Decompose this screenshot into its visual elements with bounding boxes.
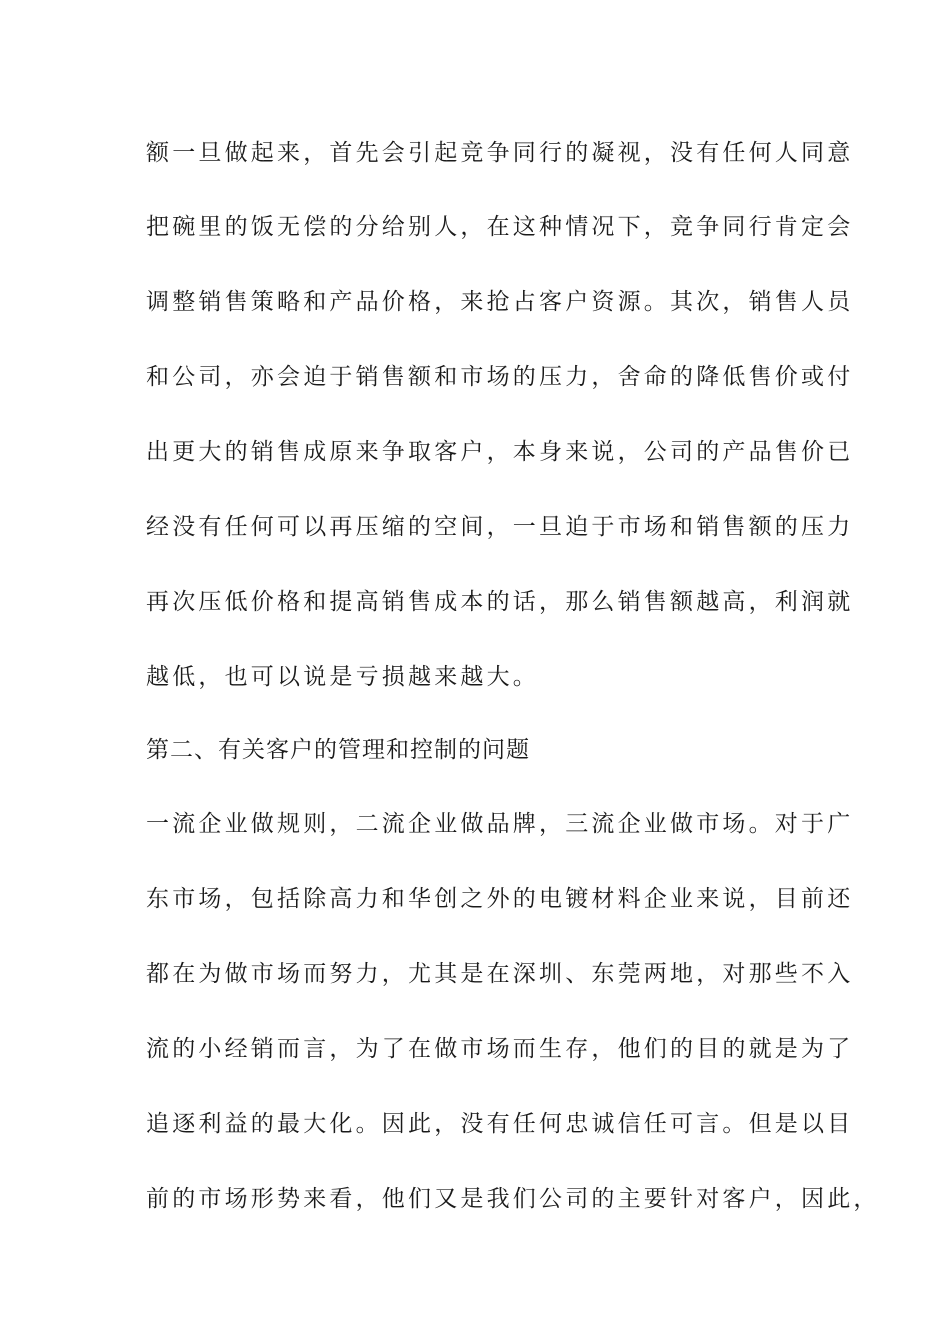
paragraph-line: 调整销售策略和产品价格，来抢占客户资源。其次，销售人员 [146,289,854,315]
paragraph-line: 再次压低价格和提高销售成本的话，那么销售额越高，利润就 [146,589,854,615]
paragraph-line: 东市场，包括除高力和华创之外的电镀材料企业来说，目前还 [146,886,854,912]
paragraph-line: 流的小经销而言，为了在做市场而生存，他们的目的就是为了 [146,1036,854,1062]
paragraph-line: 经没有任何可以再压缩的空间，一旦迫于市场和销售额的压力 [146,514,854,540]
paragraph-line: 一流企业做规则，二流企业做品牌，三流企业做市场。对于广 [146,811,854,837]
paragraph-line: 把碗里的饭无偿的分给别人，在这种情况下，竞争同行肯定会 [146,214,854,240]
paragraph-line: 追逐利益的最大化。因此，没有任何忠诚信任可言。但是以目 [146,1111,854,1137]
paragraph-line: 越低，也可以说是亏损越来越大。 [146,664,539,690]
paragraph-line: 额一旦做起来，首先会引起竞争同行的凝视，没有任何人同意 [146,140,854,166]
section-heading: 第二、有关客户的管理和控制的问题 [146,737,530,763]
paragraph-line: 和公司，亦会迫于销售额和市场的压力，舍命的降低售价或付 [146,364,854,390]
paragraph-line: 前的市场形势来看，他们又是我们公司的主要针对客户，因此， [146,1186,880,1212]
paragraph-line: 出更大的销售成原来争取客户，本身来说，公司的产品售价已 [146,439,854,465]
paragraph-line: 都在为做市场而努力，尤其是在深圳、东莞两地，对那些不入 [146,961,854,987]
